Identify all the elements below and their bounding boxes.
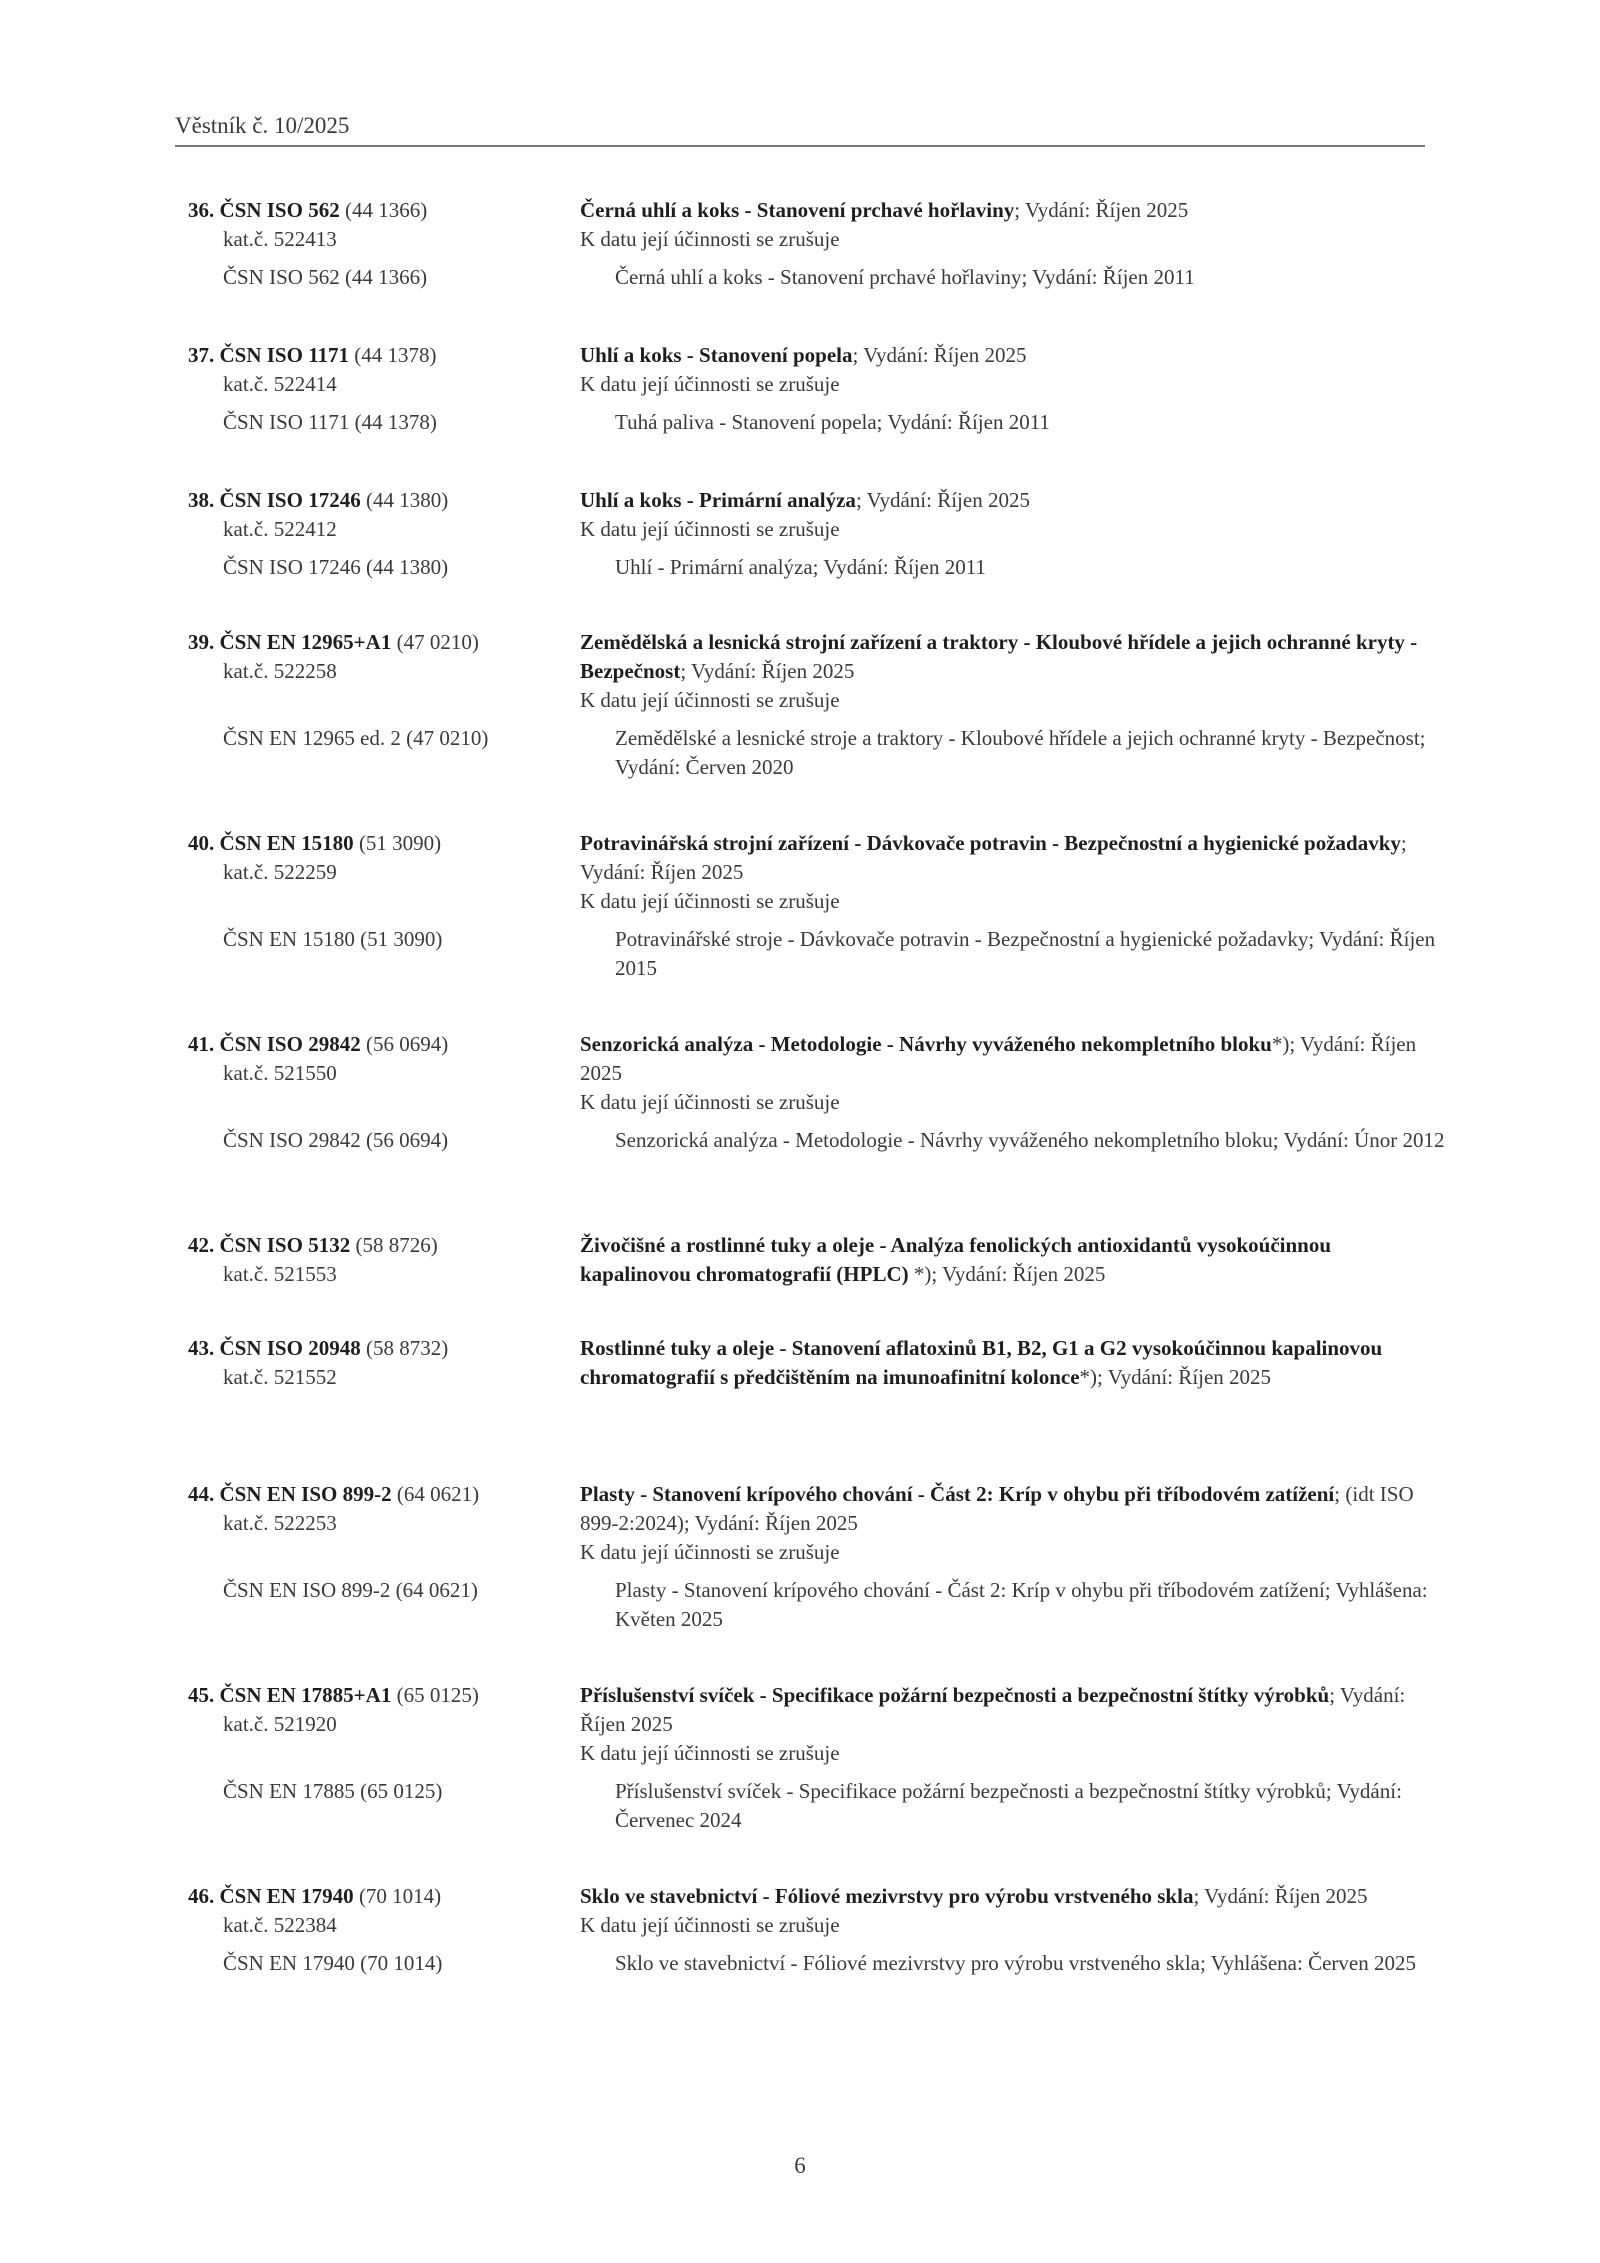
catalog-number: 521553 <box>273 1262 337 1286</box>
entry-replaced-standard <box>188 1777 1463 1835</box>
entry-new-standard <box>188 1681 1463 1768</box>
entry-number: 38. <box>188 488 215 512</box>
catalog-number: 522384 <box>273 1913 337 1937</box>
replaced-title: Zemědělské a lesnické stroje a traktory - Kloubové hřídele a jejich ochranné kryty - Bezpečnost; Vydání: Červen 2020 <box>615 726 1426 779</box>
entry-identifier <box>188 341 580 399</box>
replaced-title: Tuhá paliva - Stanovení popela; Vydání: Říjen 2011 <box>615 410 1050 434</box>
catalog-prefix: kat.č. <box>223 1365 274 1389</box>
entry-identifier <box>188 486 580 544</box>
replaced-title: Sklo ve stavebnictví - Fóliové mezivrstvy pro výrobu vrstveného skla; Vyhlášena: Červen 2025 <box>615 1951 1416 1975</box>
catalog-number: 522253 <box>273 1511 337 1535</box>
page-header <box>175 112 1425 140</box>
cancel-note: K datu její účinnosti se zrušuje <box>580 1090 840 1114</box>
standard-title: Sklo ve stavebnictví - Fóliové mezivrstvy pro výrobu vrstveného skla <box>580 1884 1194 1908</box>
entry-number: 40. <box>188 831 215 855</box>
entry-number: 44. <box>188 1482 215 1506</box>
entry-replaced-standard <box>188 1576 1463 1634</box>
entry-new-standard <box>188 1231 1428 1289</box>
header-divider <box>175 145 1425 147</box>
catalog-prefix: kat.č. <box>223 860 274 884</box>
cancel-note: K datu její účinnosti se zrušuje <box>580 372 840 396</box>
catalog-prefix: kat.č. <box>223 1511 274 1535</box>
edition-info: ; Vydání: Říjen 2025 <box>680 659 855 683</box>
edition-info: ; (idt ISO 899-2:2024); Vydání: Říjen 2025 <box>580 1482 1414 1535</box>
replaced-title: Senzorická analýza - Metodologie - Návrhy vyváženého nekompletního bloku; Vydání: Únor 2012 <box>615 1128 1445 1152</box>
standard-entry <box>188 1231 1428 1289</box>
edition-info: ; Vydání: Říjen 2025 <box>580 831 1407 884</box>
edition-info: *); Vydání: Říjen 2025 <box>1079 1365 1272 1389</box>
entry-identifier <box>188 196 580 254</box>
classification-code: (44 1380) <box>365 488 449 512</box>
entry-description <box>580 1882 1428 1940</box>
entry-identifier <box>188 1231 580 1289</box>
entry-number: 45. <box>188 1683 215 1707</box>
standard-entry <box>188 486 1463 582</box>
classification-code: (58 8732) <box>365 1336 449 1360</box>
standard-title: Plasty - Stanovení krípového chování - Část 2: Kríp v ohybu při tříbodovém zatížení <box>580 1482 1335 1506</box>
standard-code: ČSN EN 12965+A1 <box>219 630 392 654</box>
cancel-note: K datu její účinnosti se zrušuje <box>580 688 840 712</box>
standard-code: ČSN ISO 20948 <box>219 1336 361 1360</box>
catalog-number: 522413 <box>273 227 337 251</box>
entry-replaced-standard <box>188 263 1463 292</box>
standard-title: Senzorická analýza - Metodologie - Návrhy vyváženého nekompletního bloku <box>580 1032 1272 1056</box>
entry-description <box>580 628 1428 715</box>
replaced-title: Potravinářské stroje - Dávkovače potravin - Bezpečnostní a hygienické požadavky; Vydání: Říjen 2015 <box>615 927 1436 980</box>
entry-new-standard <box>188 341 1463 399</box>
edition-info: ; Vydání: Říjen 2025 <box>855 488 1030 512</box>
cancel-note: K datu její účinnosti se zrušuje <box>580 1913 840 1937</box>
replaced-code: ČSN EN 17885 (65 0125) <box>223 1779 443 1803</box>
standard-code: ČSN ISO 29842 <box>219 1032 361 1056</box>
entry-number: 36. <box>188 198 215 222</box>
entry-description <box>580 196 1428 254</box>
entry-replaced-standard <box>188 1126 1463 1155</box>
standard-entry <box>188 1681 1463 1835</box>
entry-replaced-standard <box>188 724 1463 782</box>
cancel-note: K datu její účinnosti se zrušuje <box>580 227 840 251</box>
edition-info: ; Vydání: Říjen 2025 <box>1014 198 1189 222</box>
entry-description <box>580 486 1428 544</box>
standard-entry <box>188 1882 1463 1978</box>
entry-number: 46. <box>188 1884 215 1908</box>
classification-code: (47 0210) <box>396 630 479 654</box>
entry-identifier <box>188 1882 580 1940</box>
classification-code: (65 0125) <box>396 1683 479 1707</box>
standard-title: Živočišné a rostlinné tuky a oleje - Analýza fenolických antioxidantů vysokoúčinnou kapalinovou chromatografií (HPLC) <box>580 1233 1332 1286</box>
cancel-note: K datu její účinnosti se zrušuje <box>580 889 840 913</box>
replaced-code: ČSN EN 15180 (51 3090) <box>223 927 443 951</box>
catalog-prefix: kat.č. <box>223 517 274 541</box>
entry-description <box>580 1231 1428 1289</box>
standard-entry <box>188 1480 1463 1634</box>
catalog-number: 522412 <box>273 517 337 541</box>
entry-identifier <box>188 1681 580 1768</box>
standard-code: ČSN EN ISO 899-2 <box>219 1482 392 1506</box>
classification-code: (44 1366) <box>344 198 428 222</box>
replaced-code: ČSN ISO 17246 (44 1380) <box>223 555 449 579</box>
standard-entry <box>188 1334 1428 1392</box>
catalog-number: 521550 <box>273 1061 337 1085</box>
catalog-prefix: kat.č. <box>223 1061 274 1085</box>
entry-new-standard <box>188 1030 1463 1117</box>
catalog-number: 522414 <box>273 372 337 396</box>
entry-identifier <box>188 1030 580 1117</box>
entry-identifier <box>188 829 580 916</box>
cancel-note: K datu její účinnosti se zrušuje <box>580 1741 840 1765</box>
edition-info: ; Vydání: Říjen 2025 <box>580 1683 1406 1736</box>
entry-new-standard <box>188 486 1463 544</box>
replaced-title: Uhlí - Primární analýza; Vydání: Říjen 2011 <box>615 555 986 579</box>
standard-code: ČSN ISO 17246 <box>219 488 361 512</box>
catalog-prefix: kat.č. <box>223 1913 274 1937</box>
entry-replaced-standard <box>188 553 1463 582</box>
entry-new-standard <box>188 1480 1463 1567</box>
standard-code: ČSN EN 17940 <box>219 1884 354 1908</box>
entry-replaced-standard <box>188 925 1463 983</box>
replaced-title: Plasty - Stanovení krípového chování - Část 2: Kríp v ohybu při tříbodovém zatížení; Vyhlášena: Květen 2025 <box>615 1578 1428 1631</box>
standard-title: Uhlí a koks - Stanovení popela <box>580 343 853 367</box>
standard-code: ČSN ISO 1171 <box>219 343 350 367</box>
replaced-title: Černá uhlí a koks - Stanovení prchavé hořlaviny; Vydání: Říjen 2011 <box>615 265 1195 289</box>
bulletin-title: Věstník č. 10/2025 <box>175 113 350 138</box>
cancel-note: K datu její účinnosti se zrušuje <box>580 517 840 541</box>
page-number: 6 <box>794 2153 806 2178</box>
replaced-code: ČSN EN 12965 ed. 2 (47 0210) <box>223 726 489 750</box>
standard-title: Černá uhlí a koks - Stanovení prchavé hořlaviny <box>580 198 1015 222</box>
entry-new-standard <box>188 196 1463 254</box>
standard-entry <box>188 196 1463 292</box>
catalog-number: 521552 <box>273 1365 337 1389</box>
standard-entry <box>188 628 1463 782</box>
standard-title: Uhlí a koks - Primární analýza <box>580 488 856 512</box>
standard-code: ČSN ISO 562 <box>219 198 340 222</box>
classification-code: (64 0621) <box>396 1482 480 1506</box>
edition-info: ; Vydání: Říjen 2025 <box>1193 1884 1368 1908</box>
entry-number: 42. <box>188 1233 215 1257</box>
standard-code: ČSN ISO 5132 <box>219 1233 351 1257</box>
replaced-code: ČSN ISO 562 (44 1366) <box>223 265 428 289</box>
entry-identifier <box>188 628 580 715</box>
classification-code: (56 0694) <box>365 1032 449 1056</box>
entry-description <box>580 1681 1428 1768</box>
standard-code: ČSN EN 15180 <box>219 831 354 855</box>
entry-number: 39. <box>188 630 215 654</box>
entry-new-standard <box>188 628 1463 715</box>
edition-info: *); Vydání: Říjen 2025 <box>908 1262 1106 1286</box>
entry-description <box>580 341 1428 399</box>
edition-info: ; Vydání: Říjen 2025 <box>852 343 1027 367</box>
entry-identifier <box>188 1480 580 1567</box>
standard-title: Příslušenství svíček - Specifikace požární bezpečnosti a bezpečnostní štítky výrobků <box>580 1683 1330 1707</box>
entry-replaced-standard <box>188 408 1463 437</box>
cancel-note: K datu její účinnosti se zrušuje <box>580 1540 840 1564</box>
entry-number: 37. <box>188 343 215 367</box>
standard-entry <box>188 1030 1463 1155</box>
catalog-number: 521920 <box>273 1712 337 1736</box>
catalog-prefix: kat.č. <box>223 1262 274 1286</box>
replaced-title: Příslušenství svíček - Specifikace požární bezpečnosti a bezpečnostní štítky výrobků; Vydání: Červenec 2024 <box>615 1779 1402 1832</box>
entry-replaced-standard <box>188 1949 1463 1978</box>
replaced-code: ČSN ISO 1171 (44 1378) <box>223 410 437 434</box>
standard-entry <box>188 341 1463 437</box>
standard-entry <box>188 829 1463 983</box>
replaced-code: ČSN ISO 29842 (56 0694) <box>223 1128 449 1152</box>
replaced-code: ČSN EN 17940 (70 1014) <box>223 1951 443 1975</box>
catalog-prefix: kat.č. <box>223 227 274 251</box>
catalog-prefix: kat.č. <box>223 372 274 396</box>
classification-code: (44 1378) <box>354 343 437 367</box>
classification-code: (51 3090) <box>358 831 442 855</box>
entry-description <box>580 1334 1428 1392</box>
catalog-number: 522259 <box>273 860 337 884</box>
entry-number: 43. <box>188 1336 215 1360</box>
entry-new-standard <box>188 1334 1428 1392</box>
catalog-prefix: kat.č. <box>223 659 274 683</box>
catalog-number: 522258 <box>273 659 337 683</box>
catalog-prefix: kat.č. <box>223 1712 274 1736</box>
replaced-code: ČSN EN ISO 899-2 (64 0621) <box>223 1578 478 1602</box>
classification-code: (58 8726) <box>355 1233 438 1257</box>
entry-number: 41. <box>188 1032 215 1056</box>
standard-code: ČSN EN 17885+A1 <box>219 1683 392 1707</box>
standard-title: Potravinářská strojní zařízení - Dávkovače potravin - Bezpečnostní a hygienické požadavky <box>580 831 1401 855</box>
entry-description <box>580 829 1428 916</box>
entry-new-standard <box>188 829 1463 916</box>
classification-code: (70 1014) <box>358 1884 442 1908</box>
entry-description <box>580 1480 1428 1567</box>
standard-title: Rostlinné tuky a oleje - Stanovení aflatoxinů B1, B2, G1 a G2 vysokoúčinnou kapalinovou chromatografií s předčištěním na imunoafinitní kolonce <box>580 1336 1383 1389</box>
entry-identifier <box>188 1334 580 1392</box>
standard-title: Zemědělská a lesnická strojní zařízení a traktory - Kloubové hřídele a jejich ochranné kryty - Bezpečnost <box>580 630 1418 683</box>
entry-description <box>580 1030 1428 1117</box>
edition-info: *); Vydání: Říjen 2025 <box>580 1032 1417 1085</box>
entry-new-standard <box>188 1882 1463 1940</box>
